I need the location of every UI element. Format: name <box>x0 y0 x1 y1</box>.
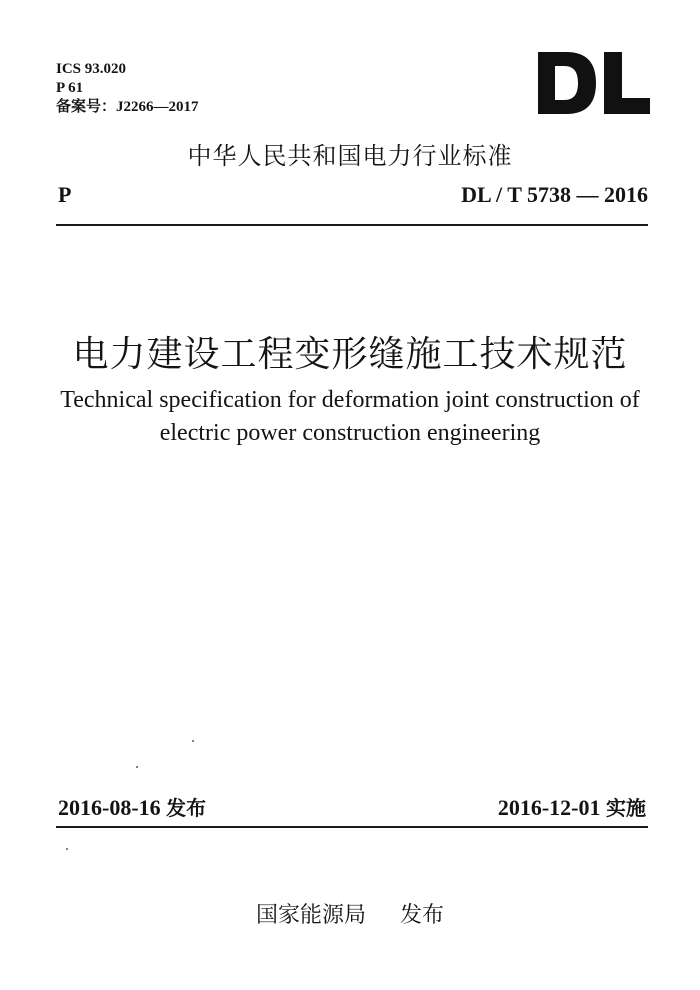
publisher-action: 发布 <box>400 903 445 928</box>
industry-standard-title: 中华人民共和国电力行业标准 <box>187 142 513 170</box>
title-english <box>0 384 700 450</box>
title-english-line-2: electric power construction engineering <box>159 420 541 446</box>
issue-label: 发布 <box>166 796 207 820</box>
publisher-name: 国家能源局 <box>255 903 366 928</box>
dl-logo <box>538 52 650 114</box>
scan-speck <box>192 740 194 742</box>
publisher <box>0 898 700 929</box>
bottom-divider <box>56 826 648 828</box>
issue-date-value: 2016-08-16 <box>58 795 161 820</box>
scan-speck <box>66 848 68 850</box>
implementation-date-value: 2016-12-01 <box>497 795 601 820</box>
title-english-line-1: Technical specification for deformation joint construction of <box>60 387 640 413</box>
class-letter: P <box>58 182 72 207</box>
ics-code: ICS 93.020 <box>56 61 127 77</box>
scan-speck <box>136 766 138 768</box>
issue-date <box>58 792 206 821</box>
implementation-date <box>498 792 646 821</box>
standard-number: DL / T 5738 — 2016 <box>461 182 648 207</box>
implementation-label: 实施 <box>606 796 646 820</box>
record-number: 备案号：J2266—2017 <box>56 99 199 115</box>
top-divider <box>56 224 648 226</box>
title-chinese: 电力建设工程变形缝施工技术规范 <box>72 334 628 375</box>
classification-code: P 61 <box>56 80 84 96</box>
standard-meta-block <box>56 60 199 117</box>
